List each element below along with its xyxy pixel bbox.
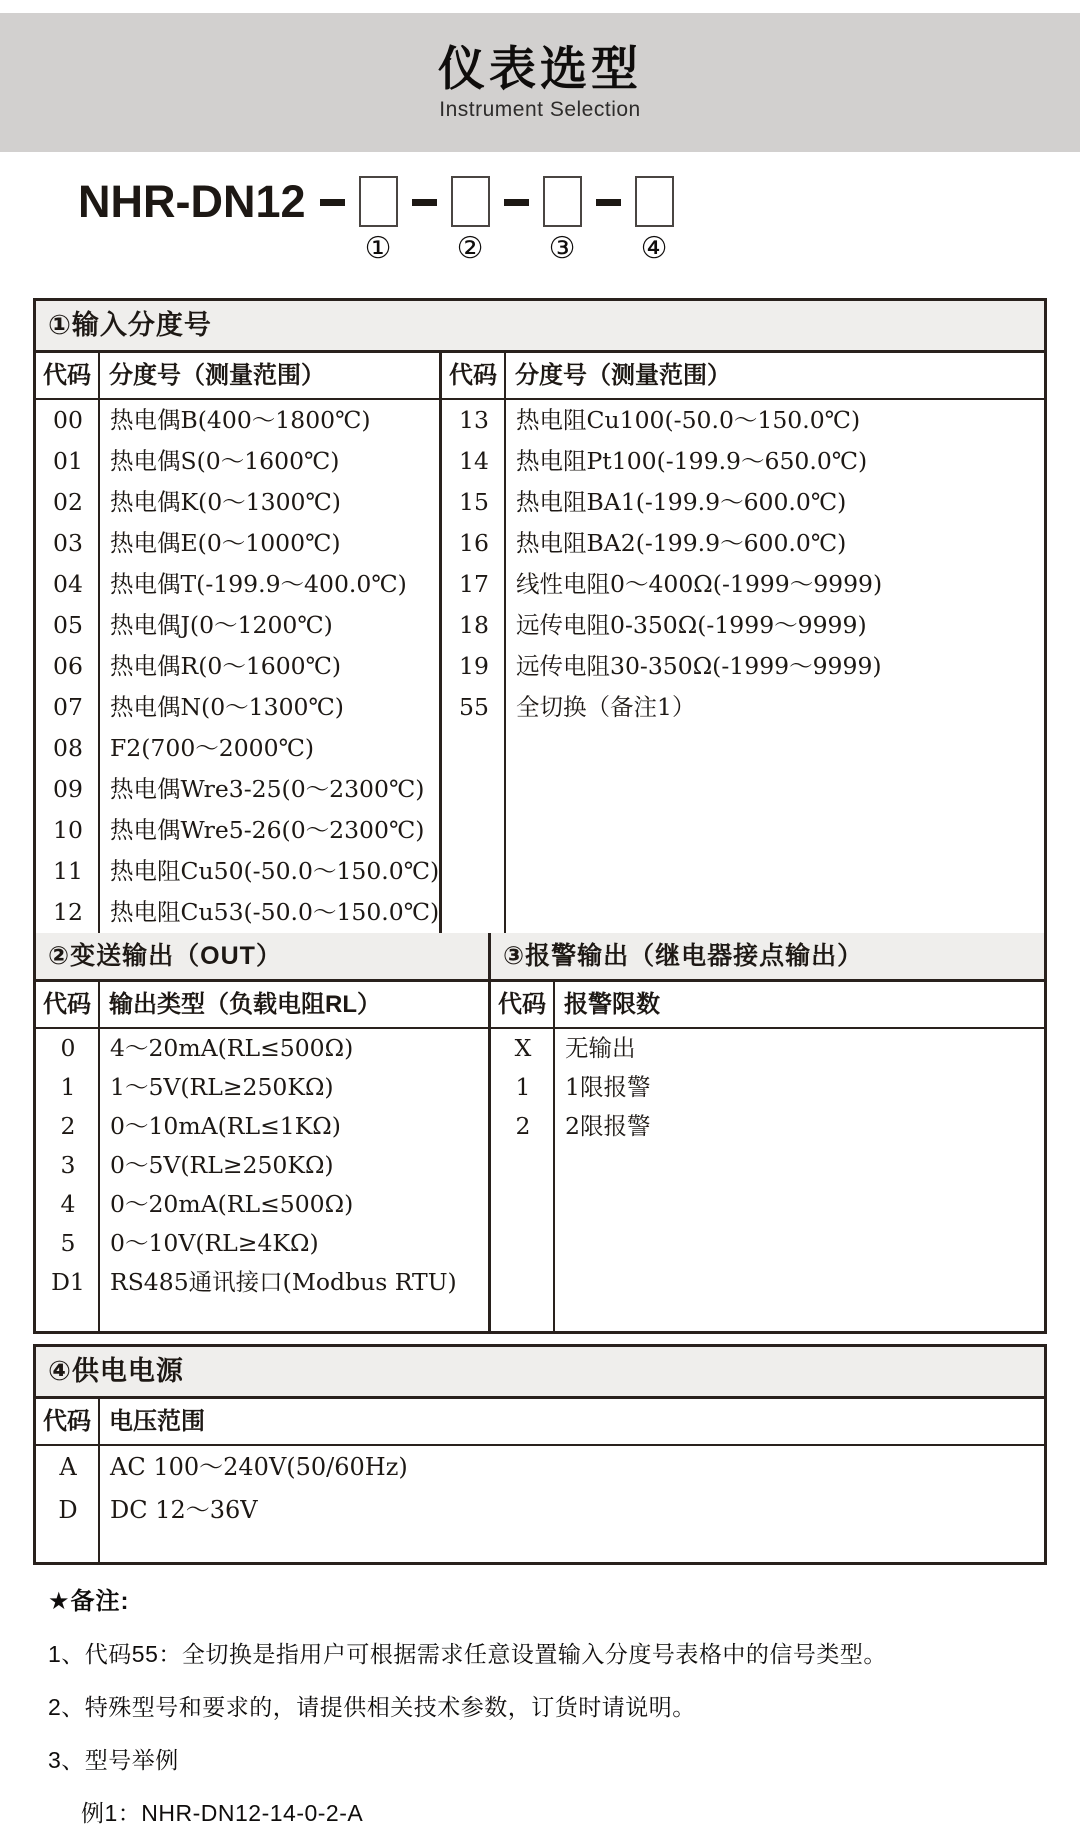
page-title: 仪表选型 bbox=[438, 42, 642, 96]
table-row bbox=[36, 851, 439, 892]
table-row bbox=[36, 564, 439, 605]
value-cell: 热电偶Wre3-25(0～2300℃) bbox=[110, 775, 425, 803]
value-cell: 2限报警 bbox=[565, 1112, 651, 1140]
remark-item-1: 1、代码55：全切换是指用户可根据需求任意设置输入分度号表格中的信号类型。 bbox=[48, 1641, 887, 1667]
table-row bbox=[442, 564, 1044, 605]
table-row bbox=[36, 1068, 488, 1107]
section1-left-rows bbox=[36, 400, 439, 933]
value-cell: AC 100～240V(50/60Hz) bbox=[110, 1453, 408, 1481]
column-divider bbox=[553, 1029, 555, 1331]
code-cell: 18 bbox=[459, 611, 489, 639]
value-cell: 热电偶T(-199.9～400.0℃) bbox=[110, 570, 407, 598]
value-cell: 线性电阻0～400Ω(-1999～9999) bbox=[516, 570, 883, 598]
col-header-alarm-limits: 报警限数 bbox=[564, 991, 660, 1018]
table-row bbox=[442, 441, 1044, 482]
table-row bbox=[36, 1263, 488, 1302]
value-cell: 热电阻Cu50(-50.0～150.0℃) bbox=[110, 857, 440, 885]
section2-column-headers bbox=[36, 982, 488, 1029]
col-header-voltage-range: 电压范围 bbox=[109, 1408, 205, 1435]
section4-rows bbox=[36, 1446, 1044, 1562]
remark-item-2: 2、特殊型号和要求的，请提供相关技术参数，订货时请说明。 bbox=[48, 1694, 696, 1720]
code-cell: 19 bbox=[459, 652, 489, 680]
section2-3-headers bbox=[36, 933, 1044, 982]
table-row bbox=[36, 1224, 488, 1263]
code-cell: 0 bbox=[60, 1034, 76, 1062]
section1-body bbox=[36, 353, 1044, 933]
value-cell: 1限报警 bbox=[565, 1073, 651, 1101]
value-cell: 热电偶E(0～1000℃) bbox=[110, 529, 341, 557]
table-row bbox=[442, 400, 1044, 441]
value-cell: 热电偶R(0～1600℃) bbox=[110, 652, 342, 680]
value-cell: 0～10V(RL≥4KΩ) bbox=[110, 1229, 319, 1257]
dash-separator bbox=[596, 199, 621, 206]
main-selection-table bbox=[33, 298, 1047, 1334]
table-row bbox=[36, 441, 439, 482]
code-cell: 03 bbox=[53, 529, 83, 557]
model-slot-group bbox=[490, 176, 582, 264]
code-cell: 15 bbox=[459, 488, 489, 516]
col-header-code: 代码 bbox=[442, 353, 506, 398]
model-code-line bbox=[78, 176, 1080, 272]
code-cell: D1 bbox=[51, 1268, 85, 1296]
col-header-range: 分度号（测量范围） bbox=[109, 362, 325, 389]
table-row bbox=[442, 482, 1044, 523]
value-cell: 热电阻Cu53(-50.0～150.0℃) bbox=[110, 898, 440, 926]
code-cell: 10 bbox=[53, 816, 83, 844]
section3-column-headers bbox=[491, 982, 1044, 1029]
table-row bbox=[36, 1489, 1044, 1532]
section1-right-rows bbox=[442, 400, 1044, 933]
code-cell: 01 bbox=[53, 447, 83, 475]
table-row bbox=[36, 1446, 1044, 1489]
value-cell: 全切换（备注1） bbox=[516, 693, 696, 721]
code-cell: X bbox=[514, 1034, 532, 1062]
model-slot-box bbox=[635, 176, 674, 227]
section4-header: ④供电电源 bbox=[36, 1347, 1044, 1399]
section3-rows bbox=[491, 1029, 1044, 1331]
value-cell: 热电阻BA1(-199.9～600.0℃) bbox=[516, 488, 847, 516]
column-divider bbox=[98, 1446, 100, 1562]
model-slots bbox=[306, 176, 674, 264]
section1-left-half bbox=[36, 353, 442, 933]
table-row bbox=[491, 1029, 1044, 1068]
code-cell: 2 bbox=[60, 1112, 76, 1140]
dash-separator bbox=[412, 199, 437, 206]
model-example: 例1：NHR-DN12-14-0-2-A bbox=[81, 1800, 364, 1826]
model-prefix: NHR-DN12 bbox=[78, 176, 306, 227]
model-slot-number: ③ bbox=[548, 232, 576, 265]
value-cell: 热电阻Cu100(-50.0～150.0℃) bbox=[516, 406, 861, 434]
model-slot-number: ④ bbox=[640, 232, 668, 265]
value-cell: 热电偶B(400～1800℃) bbox=[110, 406, 371, 434]
code-cell: 11 bbox=[53, 857, 83, 885]
code-cell: 55 bbox=[459, 693, 489, 721]
code-cell: 16 bbox=[459, 529, 489, 557]
value-cell: RS485通讯接口(Modbus RTU) bbox=[110, 1268, 457, 1296]
model-slot-number: ① bbox=[364, 232, 392, 265]
title-banner bbox=[0, 13, 1080, 152]
code-cell: 04 bbox=[53, 570, 83, 598]
code-cell: 1 bbox=[60, 1073, 76, 1101]
model-slot bbox=[543, 176, 582, 264]
model-slot bbox=[359, 176, 398, 264]
code-cell: 08 bbox=[53, 734, 83, 762]
value-cell: 远传电阻30-350Ω(-1999～9999) bbox=[516, 652, 882, 680]
section2-3-body bbox=[36, 982, 1044, 1331]
code-cell: 07 bbox=[53, 693, 83, 721]
model-slot-group bbox=[582, 176, 674, 264]
model-slot-box bbox=[451, 176, 490, 227]
code-cell: 06 bbox=[53, 652, 83, 680]
value-cell: 热电阻Pt100(-199.9～650.0℃) bbox=[516, 447, 868, 475]
model-slot-number: ② bbox=[456, 232, 484, 265]
table-row bbox=[36, 1185, 488, 1224]
remarks-title: ★备注: bbox=[48, 1588, 130, 1615]
table-row bbox=[36, 605, 439, 646]
value-cell: 远传电阻0-350Ω(-1999～9999) bbox=[516, 611, 867, 639]
section1-right-half bbox=[442, 353, 1044, 933]
remark-item-3: 3、型号举例 bbox=[48, 1747, 179, 1773]
code-cell: 12 bbox=[53, 898, 83, 926]
table-row bbox=[36, 1107, 488, 1146]
col-header-range: 分度号（测量范围） bbox=[515, 362, 731, 389]
table-row bbox=[36, 482, 439, 523]
code-cell: 00 bbox=[53, 406, 83, 434]
value-cell: 0～10mA(RL≤1KΩ) bbox=[110, 1112, 341, 1140]
table-row bbox=[491, 1068, 1044, 1107]
col-header-code: 代码 bbox=[36, 353, 100, 398]
code-cell: 02 bbox=[53, 488, 83, 516]
table-row bbox=[36, 523, 439, 564]
value-cell: 热电偶Wre5-26(0～2300℃) bbox=[110, 816, 425, 844]
value-cell: 热电偶J(0～1200℃) bbox=[110, 611, 333, 639]
table-row bbox=[36, 769, 439, 810]
column-divider bbox=[98, 1029, 100, 1331]
dash-separator bbox=[504, 199, 529, 206]
value-cell: 热电阻BA2(-199.9～600.0℃) bbox=[516, 529, 847, 557]
section2-rows bbox=[36, 1029, 488, 1331]
table-row bbox=[442, 646, 1044, 687]
table-row bbox=[442, 687, 1044, 728]
code-cell: 3 bbox=[60, 1151, 76, 1179]
section1-right-column-headers bbox=[442, 353, 1044, 400]
section2-half bbox=[36, 982, 491, 1331]
code-cell: 13 bbox=[459, 406, 489, 434]
section4-column-headers bbox=[36, 1399, 1044, 1446]
model-slot-box bbox=[543, 176, 582, 227]
table-row bbox=[36, 646, 439, 687]
table-row bbox=[36, 1146, 488, 1185]
value-cell: 0～20mA(RL≤500Ω) bbox=[110, 1190, 354, 1218]
value-cell: F2(700～2000℃) bbox=[110, 734, 315, 762]
table-row bbox=[491, 1107, 1044, 1146]
code-cell: 14 bbox=[459, 447, 489, 475]
value-cell: 1～5V(RL≥250KΩ) bbox=[110, 1073, 334, 1101]
col-header-output-type: 输出类型（负载电阻RL） bbox=[109, 991, 381, 1018]
table-row bbox=[36, 400, 439, 441]
code-cell: 05 bbox=[53, 611, 83, 639]
value-cell: 4～20mA(RL≤500Ω) bbox=[110, 1034, 354, 1062]
code-cell: D bbox=[58, 1496, 78, 1524]
table-row bbox=[442, 523, 1044, 564]
section3-half bbox=[491, 982, 1044, 1331]
value-cell: 无输出 bbox=[565, 1034, 636, 1062]
remarks-section bbox=[48, 1581, 1080, 1828]
model-slot bbox=[635, 176, 674, 264]
model-slot-group bbox=[306, 176, 398, 264]
table-row bbox=[36, 687, 439, 728]
page-subtitle: Instrument Selection bbox=[439, 97, 641, 121]
column-divider bbox=[504, 400, 506, 933]
table-row bbox=[442, 605, 1044, 646]
code-cell: 17 bbox=[459, 570, 489, 598]
value-cell: 热电偶S(0～1600℃) bbox=[110, 447, 340, 475]
col-header-code: 代码 bbox=[36, 982, 100, 1027]
value-cell: DC 12～36V bbox=[110, 1496, 258, 1524]
table-row bbox=[36, 810, 439, 851]
code-cell: 4 bbox=[60, 1190, 76, 1218]
value-cell: 热电偶N(0～1300℃) bbox=[110, 693, 344, 721]
code-cell: 09 bbox=[53, 775, 83, 803]
code-cell: 1 bbox=[515, 1073, 531, 1101]
code-cell: 2 bbox=[515, 1112, 531, 1140]
dash-separator bbox=[320, 199, 345, 206]
col-header-code: 代码 bbox=[491, 982, 555, 1027]
table-row bbox=[36, 892, 439, 933]
model-slot bbox=[451, 176, 490, 264]
column-divider bbox=[98, 400, 100, 933]
section1-left-column-headers bbox=[36, 353, 439, 400]
selection-tables bbox=[33, 298, 1047, 1565]
model-slot-box bbox=[359, 176, 398, 227]
model-slot-group bbox=[398, 176, 490, 264]
power-supply-table bbox=[33, 1344, 1047, 1565]
table-row bbox=[36, 728, 439, 769]
table-row bbox=[36, 1029, 488, 1068]
section1-header: ①输入分度号 bbox=[36, 301, 1044, 353]
value-cell: 热电偶K(0～1300℃) bbox=[110, 488, 341, 516]
col-header-code: 代码 bbox=[36, 1399, 100, 1444]
code-cell: A bbox=[59, 1453, 77, 1481]
code-cell: 5 bbox=[60, 1229, 76, 1257]
section3-header: ③报警输出（继电器接点输出） bbox=[491, 933, 1044, 979]
section2-header: ②变送输出（OUT） bbox=[36, 933, 491, 979]
value-cell: 0～5V(RL≥250KΩ) bbox=[110, 1151, 334, 1179]
